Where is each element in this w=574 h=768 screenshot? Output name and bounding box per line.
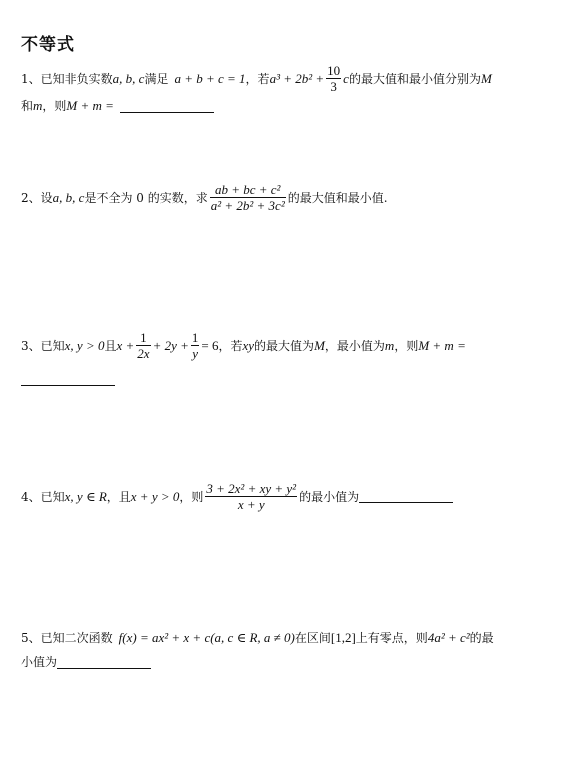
question-1-text-a: 已知非负实数 (40, 71, 113, 86)
question-4-number: 4、 (21, 489, 41, 504)
answer-blank-5[interactable] (57, 656, 151, 669)
question-1-var-M: M (480, 70, 492, 86)
question-2-fraction-numerator: ab + bc + c² (214, 182, 281, 197)
answer-blank-1[interactable] (120, 100, 214, 113)
question-5-text-d: 的最 (469, 631, 494, 645)
question-3-condition: x, y > 0 (64, 337, 105, 353)
question-2-text-b: 是不全为 0 的实数，求 (84, 190, 208, 205)
question-1-fraction-numerator: 10 (327, 63, 341, 78)
question-2-fraction-denominator: a² + 2b² + 3c² (210, 198, 285, 213)
question-5-expression: 4a² + c² (427, 630, 470, 645)
question-1-var-m: m (33, 98, 43, 113)
question-2-vars: a, b, c (52, 189, 85, 205)
question-1-expression-tail: c (343, 70, 349, 86)
question-4-text-b: ，且 (106, 489, 131, 504)
question-3-fraction-2-denominator: y (192, 346, 199, 361)
question-5 (21, 630, 494, 670)
answer-blank-4[interactable] (359, 490, 453, 503)
question-3-text-c: ，若 (218, 338, 243, 353)
question-3-number: 3、 (21, 338, 41, 353)
question-5-text-e: 小值为 (21, 655, 58, 669)
question-1-text-d: 的最大值和最小值分别为 (348, 71, 481, 86)
question-3-fraction-2 (191, 330, 200, 361)
question-5-text-a: 已知二次函数 (40, 631, 113, 645)
question-1-text-b: 满足 (144, 71, 169, 86)
question-1-ask: M + m = (66, 98, 114, 113)
question-4-fraction-denominator: x + y (237, 497, 265, 512)
question-2-number: 2、 (21, 190, 41, 205)
question-3-ask: M + m = (418, 337, 466, 353)
question-3-text-d: 的最大值为 (254, 338, 315, 353)
question-3-text-a: 已知 (40, 338, 65, 353)
question-4-fraction (205, 481, 297, 512)
question-3-var-m: m (384, 337, 395, 353)
question-4-condition-1: x, y ∈ R (64, 488, 107, 504)
question-1-expression: a³ + 2b² + (269, 70, 325, 86)
question-3-var-xy: xy (242, 337, 255, 353)
question-1-text-f: ，则 (42, 99, 67, 113)
question-1-condition: a + b + c = 1 (174, 70, 246, 86)
question-5-number: 5、 (21, 631, 41, 645)
question-2-text-a: 设 (40, 190, 53, 205)
question-3-var-M: M (314, 337, 325, 353)
question-3-expr-end: = 6 (201, 337, 219, 353)
question-2-fraction (210, 182, 286, 213)
question-3-fraction-1 (136, 330, 150, 361)
question-1-fraction-denominator: 3 (330, 79, 337, 94)
question-3-text-e: ，最小值为 (324, 338, 385, 353)
question-5-text-b: 在区间 (294, 631, 331, 645)
question-1-fraction (326, 63, 341, 94)
answer-blank-3[interactable] (21, 373, 115, 386)
question-4-text-c: ，则 (179, 489, 204, 504)
question-3-fraction-2-numerator: 1 (191, 330, 199, 345)
question-5-function: f(x) = ax² + x + c(a, c ∈ R, a ≠ 0) (118, 630, 295, 645)
question-2 (21, 182, 388, 213)
question-1-number: 1、 (21, 71, 41, 86)
question-5-text-c: 上有零点，则 (355, 631, 428, 645)
question-3-fraction-1-denominator: 2x (137, 346, 150, 361)
question-3-fraction-1-numerator: 1 (140, 330, 147, 345)
question-3-expr-x: x + (116, 337, 135, 353)
question-4-text-a: 已知 (40, 489, 65, 504)
page-title: 不等式 (21, 35, 75, 55)
question-4-condition-2: x + y > 0 (130, 488, 180, 504)
question-4-text-d: 的最小值为 (299, 489, 360, 504)
question-3-expr-mid: + 2y + (152, 337, 189, 353)
question-5-interval: [1,2] (330, 630, 356, 645)
question-3-text-f: ，则 (394, 338, 419, 353)
question-1-text-c: ，若 (245, 71, 270, 86)
question-1 (21, 63, 492, 114)
question-4 (21, 481, 453, 512)
question-2-text-c: 的最大值和最小值. (287, 190, 388, 205)
question-4-fraction-numerator: 3 + 2x² + xy + y² (206, 481, 297, 496)
question-1-vars: a, b, c (112, 70, 145, 86)
question-3-text-b: 且 (104, 338, 117, 353)
question-1-text-e: 和 (21, 99, 34, 113)
question-3 (21, 330, 466, 386)
